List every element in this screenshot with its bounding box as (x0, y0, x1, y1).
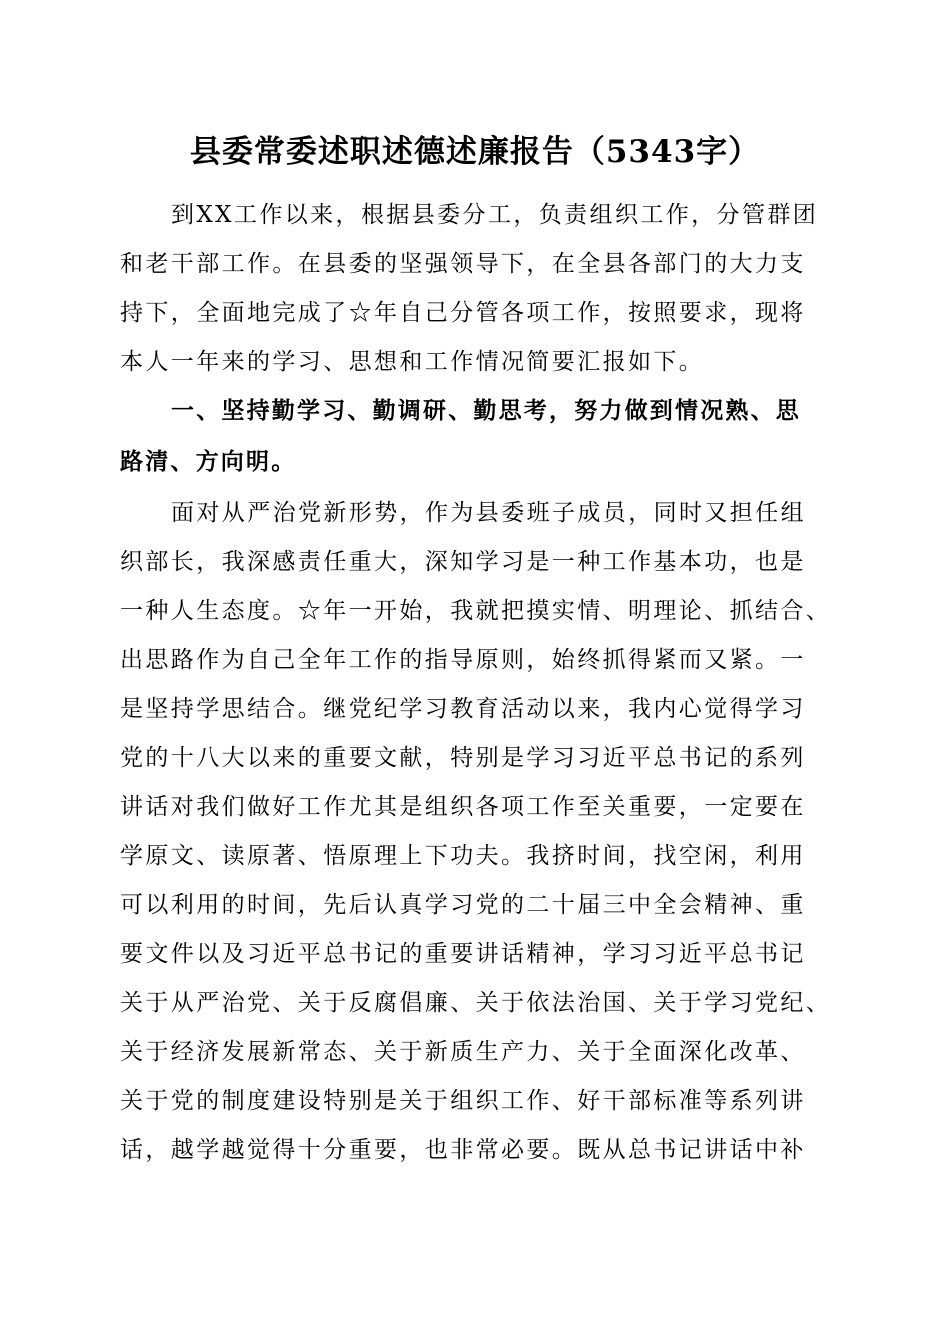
paragraph-line: 和老干部工作。在县委的坚强领导下，在全县各部门的大力支 (120, 251, 806, 277)
paragraph-line: 是坚持学思结合。继党纪学习教育活动以来，我内心觉得学习 (120, 696, 806, 722)
section-heading-line: 一、坚持勤学习、勤调研、勤思考，努力做到情况熟、思 (171, 398, 801, 424)
paragraph-line: 党的十八大以来的重要文献，特别是学习习近平总书记的系列 (120, 745, 806, 771)
paragraph-line: 一种人生态度。☆年一开始，我就把摸实情、明理论、抓结合、 (120, 598, 832, 624)
paragraph-line: 讲话对我们做好工作尤其是组织各项工作至关重要，一定要在 (120, 794, 806, 820)
paragraph-line: 关于经济发展新常态、关于新质生产力、关于全面深化改革、 (120, 1039, 806, 1065)
paragraph-line: 持下，全面地完成了☆年自己分管各项工作，按照要求，现将 (120, 300, 806, 326)
paragraph-line: 要文件以及习近平总书记的重要讲话精神，学习习近平总书记 (120, 941, 806, 967)
paragraph-line: 关于党的制度建设特别是关于组织工作、好干部标准等系列讲 (120, 1088, 806, 1114)
paragraph-line: 可以利用的时间，先后认真学习党的二十届三中全会精神、重 (120, 892, 806, 918)
document-title: 县委常委述职述德述廉报告（5343字） (189, 134, 761, 170)
paragraph-line: 面对从严治党新形势，作为县委班子成员，同时又担任组 (171, 500, 806, 526)
paragraph-line: 织部长，我深感责任重大，深知学习是一种工作基本功，也是 (120, 549, 806, 575)
paragraph-line: 关于从严治党、关于反腐倡廉、关于依法治国、关于学习党纪、 (120, 990, 832, 1016)
paragraph-line: 出思路作为自己全年工作的指导原则，始终抓得紧而又紧。一 (120, 647, 806, 673)
paragraph-line: 学原文、读原著、悟原理上下功夫。我挤时间，找空闲，利用 (120, 843, 806, 869)
paragraph-line: 本人一年来的学习、思想和工作情况简要汇报如下。 (120, 349, 705, 375)
paragraph-line: 到XX工作以来，根据县委分工，负责组织工作，分管群团 (171, 202, 819, 228)
paragraph-line: 话，越学越觉得十分重要，也非常必要。既从总书记讲话中补 (120, 1137, 806, 1163)
section-heading-line: 路清、方向明。 (120, 449, 297, 475)
